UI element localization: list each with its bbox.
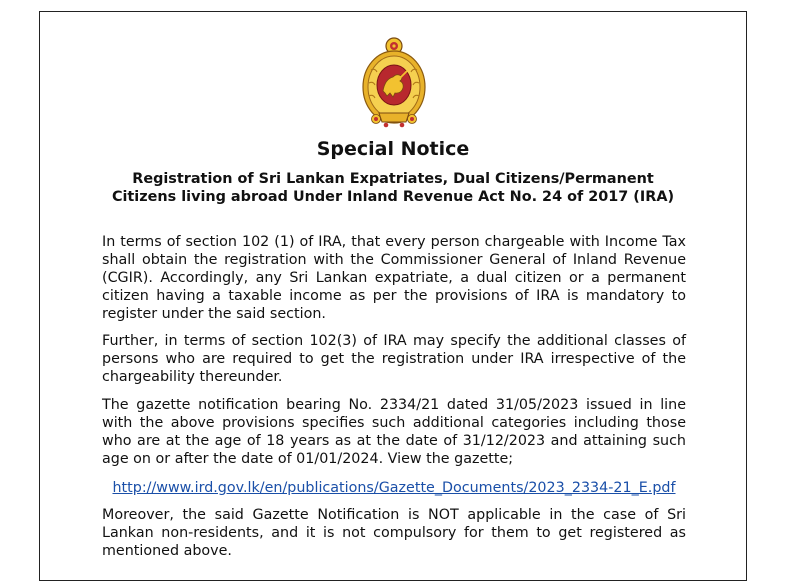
subtitle-line-2: Citizens living abroad Under Inland Revenue Act No. 24 of 2017 (IRA): [111, 189, 675, 205]
gazette-link-container: [102, 479, 686, 497]
notice-page: [39, 11, 747, 581]
notice-subtitle: [100, 170, 686, 206]
paragraph-gazette-notification: The gazette notification bearing No. 2334/21 dated 31/05/2023 issued in line with the above provisions specifies such additional categories including those who are at the age of 18 years as at the date of 31/12/2023 and attaining such age on or after the date of 01/01/2024. View the gazette;: [102, 397, 686, 467]
sri-lanka-emblem-icon: [361, 35, 427, 131]
paragraph-non-residents: Moreover, the said Gazette Notification is NOT applicable in the case of Sri Lankan non-residents, and it is not compulsory for them to get registered as mentioned above.: [102, 507, 686, 559]
subtitle-line-1: Registration of Sri Lankan Expatriates, Dual Citizens/Permanent: [132, 171, 654, 187]
page-title: Special Notice: [316, 138, 470, 160]
gazette-pdf-link[interactable]: http://www.ird.gov.lk/en/publications/Gazette_Documents/2023_2334-21_E.pdf: [112, 480, 676, 496]
paragraph-additional-classes: Further, in terms of section 102(3) of IRA may specify the additional classes of persons who are required to get the registration under IRA irrespective of the chargeability thereunder.: [102, 333, 686, 385]
paragraph-registration-requirement: In terms of section 102 (1) of IRA, that every person chargeable with Income Tax shall obtain the registration with the Commissioner General of Inland Revenue (CGIR). Accordingly, any Sri Lankan expatriate, a dual citizen or a permanent citizen having a taxable income as per the provisions of IRA is mandatory to register under the said section.: [102, 234, 686, 322]
